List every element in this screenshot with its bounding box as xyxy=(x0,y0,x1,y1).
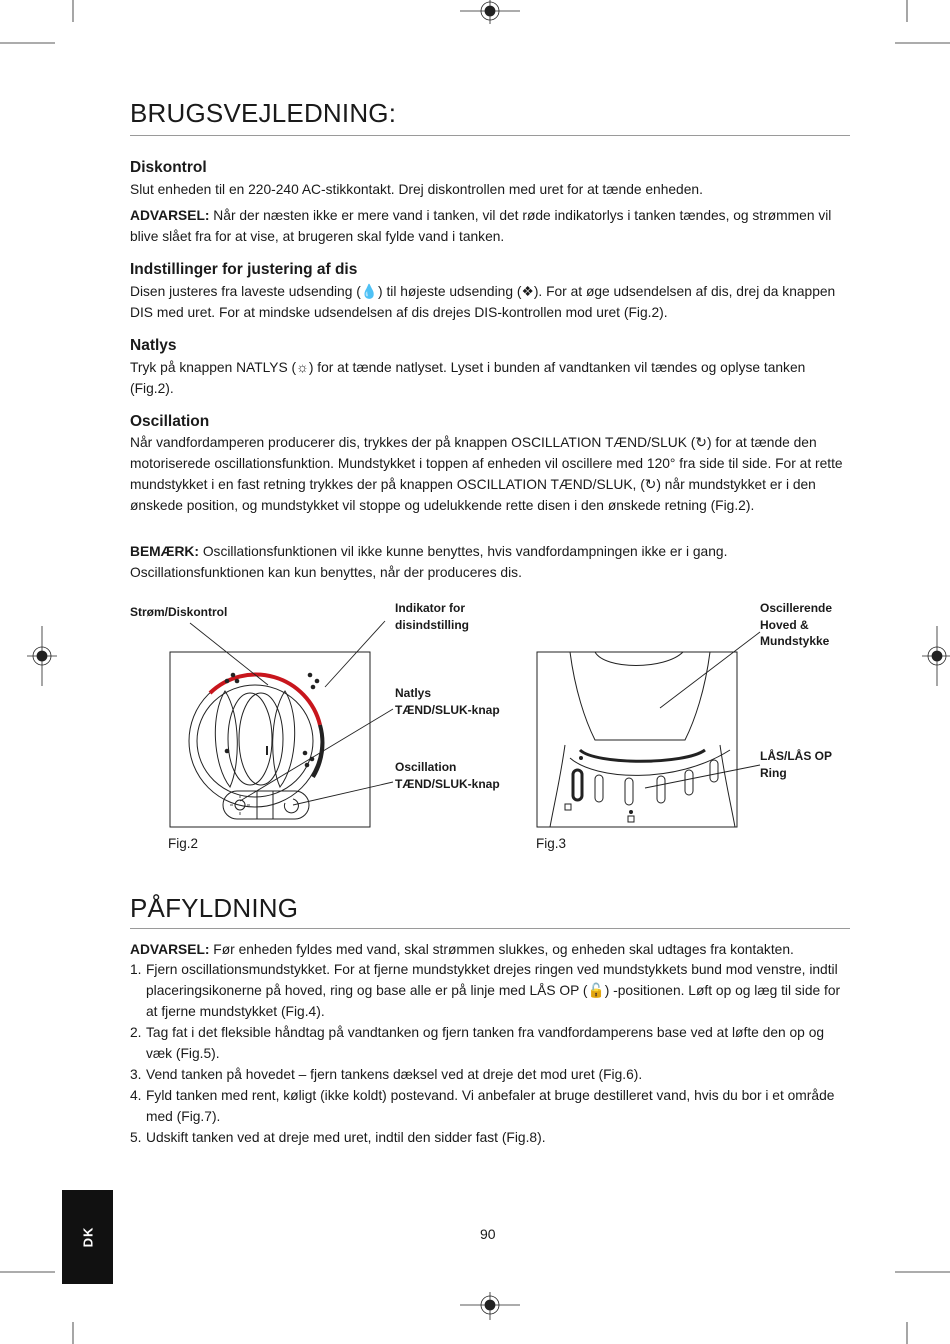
registration-mark-bottom xyxy=(460,1290,520,1320)
text-part: ) når mundstykket er i den ønskede position, og mundstykket vil stoppe og udelukkende rette disen i den ønskede retning (Fig.2). xyxy=(130,477,816,513)
heading-natlys: Natlys xyxy=(130,337,177,354)
list-item xyxy=(130,1022,852,1064)
note-text: Oscillationsfunktionen vil ikke kunne benyttes, hvis vandfordampningen ikke er i gang. Oscillationsfunktionen kan kun benyttes, når der produceres dis. xyxy=(130,544,728,580)
step-number: 3. xyxy=(130,1067,142,1082)
warning-text: Før enheden fyldes med vand, skal strømmen slukkes, og enheden skal udtages fra kontakten. xyxy=(209,942,794,957)
paragraph-indstillinger xyxy=(130,281,852,323)
text-part: Disen justeres fra laveste udsending ( xyxy=(130,284,361,299)
section-title-pafyldning: PÅFYLDNING xyxy=(130,893,299,923)
step-number: 1. xyxy=(130,962,142,977)
paragraph-diskontrol: Slut enheden til en 220-240 AC-stikkontakt. Drej diskontrollen med uret for at tænde enheden. xyxy=(130,182,703,197)
language-tab xyxy=(62,1190,113,1284)
list-item xyxy=(130,1064,852,1085)
fig2-label-power: Strøm/Diskontrol xyxy=(130,605,228,619)
low-mist-icon: 💧 xyxy=(360,284,379,299)
text-part: ). For at øge udsendelsen af dis, drej da knappen DIS med uret. For at mindske udsendelsen af dis drejes DIS-kontrollen mod uret (Fig.2). xyxy=(130,284,836,320)
step-text: Vend tanken på hovedet – fjern tankens dæksel ved at dreje det mod uret (Fig.6). xyxy=(146,1067,643,1082)
heading-diskontrol: Diskontrol xyxy=(130,159,207,176)
step-text: ) -positionen. Løft op og læg til side for at fjerne mundstykket (Fig.4). xyxy=(146,983,841,1019)
registration-mark-top xyxy=(460,0,520,24)
section-title-brugsvejledning: BRUGSVEJLEDNING: xyxy=(130,98,397,128)
step-number: 4. xyxy=(130,1088,142,1103)
title-divider xyxy=(130,928,850,929)
text-part: ) til højeste udsending ( xyxy=(378,284,522,299)
filling-steps-list xyxy=(130,959,852,1148)
paragraph-oscillation-note xyxy=(130,541,852,583)
paragraph-natlys xyxy=(130,357,852,399)
paragraph-oscillation xyxy=(130,432,852,516)
step-text: Fjern oscillationsmundstykket. For at fjerne mundstykket drejes ringen ved mundstykkets bund mod venstre, indtil placeringsikonerne på hoved, ring og base alle er på linje med LÅS OP ( xyxy=(146,962,838,998)
unlock-icon: 🔓 xyxy=(587,983,605,998)
list-item xyxy=(130,1085,852,1127)
paragraph-pafyldning-warning xyxy=(130,939,852,960)
step-number: 2. xyxy=(130,1025,142,1040)
step-text: Udskift tanken ved at dreje med uret, indtil den sidder fast (Fig.8). xyxy=(146,1130,546,1145)
registration-mark-left xyxy=(27,626,57,686)
step-text: Tag fat i det fleksible håndtag på vandtanken og fjern tanken fra vandfordamperens base ved at løfte den op og væk (Fig.5). xyxy=(146,1025,825,1061)
title-divider xyxy=(130,135,850,136)
note-label: BEMÆRK: xyxy=(130,544,199,559)
text-part: ) for at tænde den motoriserede oscillationsfunktion. Mundstykket i toppen af enheden vil oscillere med 120° fra side til side. For at rette mundstykket i en fast retning trykkes der på knappen OSCILLATION TÆND/SLUK, ( xyxy=(130,435,843,492)
text-part: Tryk på knappen NATLYS ( xyxy=(130,360,297,375)
heading-oscillation: Oscillation xyxy=(130,413,210,430)
text-part: Når vandfordamperen producerer dis, trykkes der på knappen OSCILLATION TÆND/SLUK ( xyxy=(130,435,696,450)
nightlight-icon: ☼ xyxy=(296,360,309,375)
registration-mark-right xyxy=(922,626,950,686)
warning-label: ADVARSEL: xyxy=(130,942,210,957)
fig2-control-panel-illustration xyxy=(165,615,465,855)
warning-text: Når der næsten ikke er mere vand i tanken, vil det røde indikatorlys i tanken tændes, og strømmen vil blive slået fra for at vise, at brugeren skal fylde vand i tanken. xyxy=(130,208,832,244)
step-number: 5. xyxy=(130,1130,142,1145)
list-item xyxy=(130,1127,852,1148)
language-tab-label: DK xyxy=(80,1226,95,1248)
fig2-caption: Fig.2 xyxy=(168,836,199,851)
oscillation-icon: ↻ xyxy=(695,435,707,450)
paragraph-diskontrol-warning xyxy=(130,205,852,247)
fig3-caption: Fig.3 xyxy=(536,836,567,851)
page-number: 90 xyxy=(480,1226,496,1242)
fig2-label-indicator: Indikator for disindstilling xyxy=(395,601,469,632)
step-text: Fyld tanken med rent, køligt (ikke koldt) postevand. Vi anbefaler at bruge destilleret vand, hvis du bor i et område med (Fig.7). xyxy=(146,1088,835,1124)
fig2-label-nightlight: Natlys TÆND/SLUK-knap xyxy=(395,686,500,717)
oscillation-icon: ↻ xyxy=(644,477,657,492)
heading-indstillinger: Indstillinger for justering af dis xyxy=(130,261,358,278)
fig3-label-ring: LÅS/LÅS OP Ring xyxy=(760,749,833,780)
fig2-label-oscillation: Oscillation TÆND/SLUK-knap xyxy=(395,760,500,791)
high-mist-icon: ❖ xyxy=(521,284,534,299)
list-item xyxy=(130,959,852,1022)
warning-label: ADVARSEL: xyxy=(130,208,210,223)
fig3-label-head: Oscillerende Hoved & Mundstykke xyxy=(760,601,833,648)
text-part: ) for at tænde natlyset. Lyset i bunden af vandtanken vil tændes og oplyse tanken (Fig.2). xyxy=(130,360,806,396)
fig3-nozzle-illustration xyxy=(535,640,775,830)
